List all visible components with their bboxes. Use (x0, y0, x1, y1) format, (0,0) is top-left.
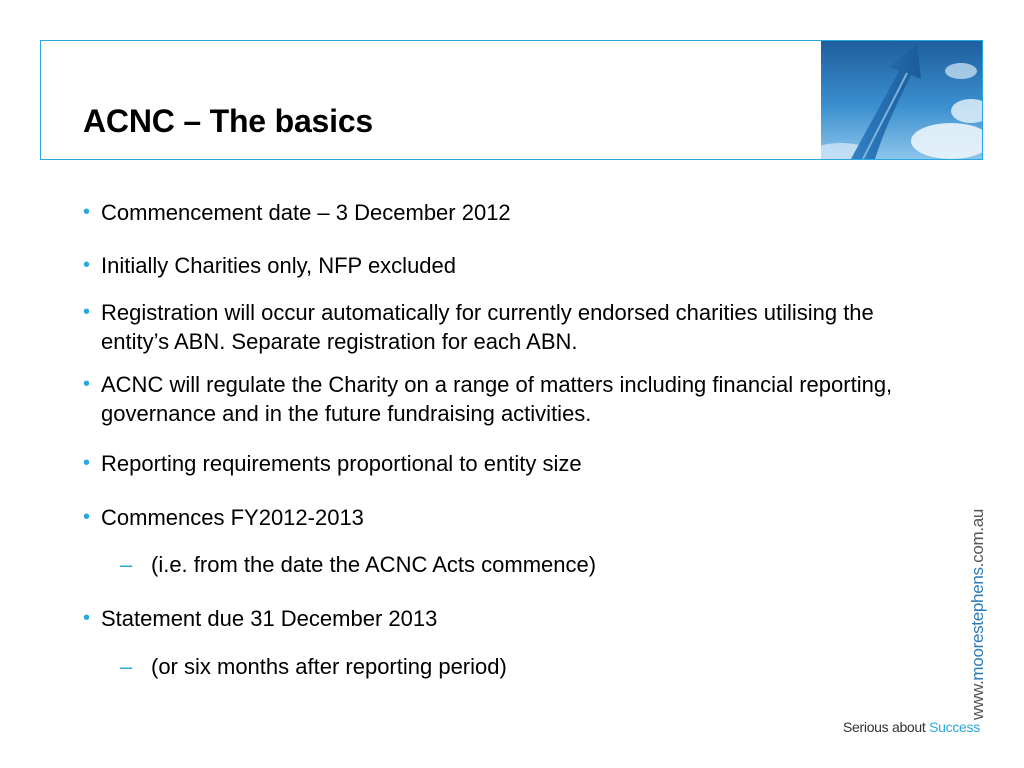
bullet-text: Commencement date – 3 December 2012 (101, 200, 511, 225)
bullet-item (83, 298, 913, 356)
bullet-dot: • (83, 373, 91, 395)
tagline-plain: Serious about (843, 719, 930, 735)
bullet-dot: • (83, 506, 91, 528)
bullet-item (83, 503, 913, 532)
bullet-item (83, 604, 913, 633)
sub-bullet-text: (i.e. from the date the ACNC Acts commence) (151, 552, 597, 577)
bullet-text: Commences FY2012-2013 (101, 505, 364, 530)
company-tagline (843, 719, 980, 735)
bullet-dot: • (83, 607, 91, 629)
bullet-item (83, 370, 913, 428)
sub-bullet-item (120, 550, 880, 579)
bullet-text: Statement due 31 December 2013 (101, 606, 438, 631)
tagline-accent: Success (929, 719, 980, 735)
dash-marker: – (120, 654, 133, 679)
bullet-text: Registration will occur automatically for currently endorsed charities utilising the entity’s ABN. Separate registration for each ABN. (101, 300, 874, 354)
bullet-text: Reporting requirements proportional to entity size (101, 451, 582, 476)
url-domain: moorestephens (968, 567, 987, 681)
url-prefix: www. (968, 680, 987, 720)
bullet-dot: • (83, 201, 91, 223)
dash-marker: – (120, 552, 133, 577)
bullet-text: Initially Charities only, NFP excluded (101, 253, 457, 278)
sub-bullet-text: (or six months after reporting period) (151, 654, 507, 679)
website-url (968, 509, 988, 720)
bullet-item (83, 449, 913, 478)
bullet-item (83, 251, 913, 280)
bullet-dot: • (83, 452, 91, 474)
bullet-item (83, 198, 913, 227)
url-suffix: .com.au (968, 508, 987, 568)
sub-bullet-item (120, 652, 880, 681)
bullet-text: ACNC will regulate the Charity on a range of matters including financial reporting, governance and in the future fundraising activities. (101, 372, 893, 426)
bullet-dot: • (83, 301, 91, 323)
slide-title: ACNC – The basics (83, 103, 374, 139)
bullet-dot: • (83, 254, 91, 276)
